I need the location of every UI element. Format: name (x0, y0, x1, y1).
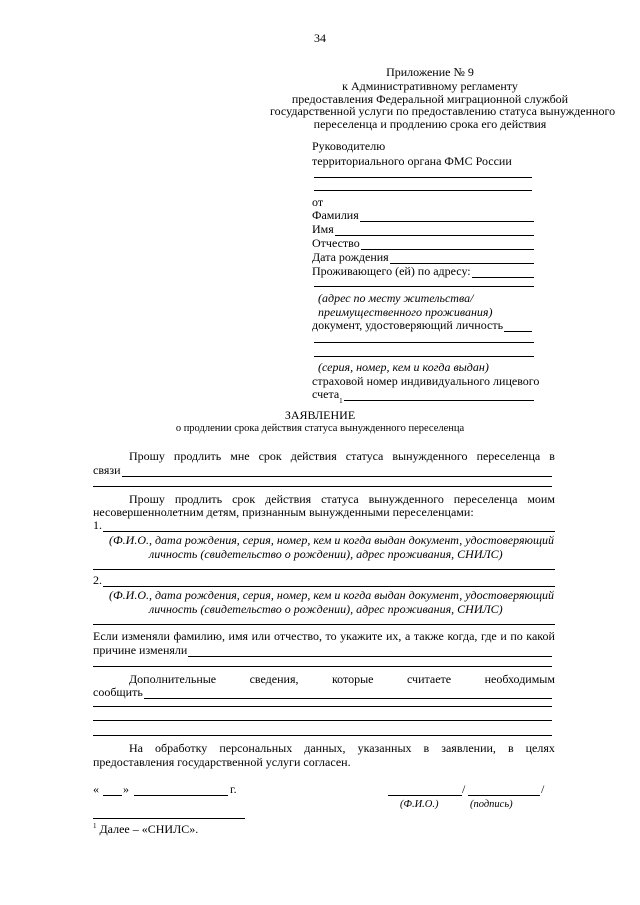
name-blank[interactable] (335, 224, 534, 236)
birth-date-field[interactable] (312, 250, 534, 264)
extra-info-blank[interactable] (144, 687, 552, 699)
extra-info-field[interactable] (93, 685, 552, 699)
p2-word: переселенца (453, 492, 518, 506)
surname-blank[interactable] (360, 210, 534, 222)
patronymic-label: Отчество (312, 236, 360, 250)
extra-word: сведения, (249, 672, 299, 686)
document-hint: (серия, номер, кем и когда выдан) (318, 360, 489, 374)
reason-blank-2[interactable] (93, 486, 552, 487)
consent-word: в (423, 741, 430, 755)
consent-word: На (129, 741, 143, 755)
consent-word: обработку (155, 741, 208, 755)
p1-word: действия (290, 449, 337, 463)
name-change-word: отчество, (274, 629, 322, 643)
address-blank[interactable] (314, 286, 534, 287)
consent-word: заявлении, (441, 741, 496, 755)
surname-field[interactable] (312, 208, 534, 222)
signature-slash-2: / (541, 782, 545, 796)
child-2-hint-1: (Ф.И.О., дата рождения, серия, номер, кем и когда выдан документ, удостоверяющий (109, 588, 555, 602)
name-change-word: имя (228, 629, 249, 643)
child-1-blank-2[interactable] (93, 569, 555, 570)
addressee-blank-1[interactable] (314, 177, 532, 178)
residence-blank[interactable] (472, 266, 534, 278)
surname-label: Фамилия (312, 208, 359, 222)
p2-word: Прошу (129, 492, 165, 506)
p2-word: срок (232, 492, 256, 506)
p1-word: срок (258, 449, 282, 463)
name-change-word: Если (93, 629, 119, 643)
child-2-blank[interactable] (103, 575, 555, 587)
snils-label-1: страховой номер индивидуального лицевого (312, 374, 540, 388)
residence-label: Проживающего (ей) по адресу: (312, 264, 471, 278)
p2-word: вынужденного (368, 492, 444, 506)
child-2-blank-2[interactable] (93, 624, 555, 625)
request-paragraph-2 (129, 492, 555, 506)
signature-slash-1: / (462, 782, 466, 796)
p1-word: мне (230, 449, 250, 463)
consent-paragraph-cont: предоставления государственной услуги согласен. (93, 755, 351, 769)
addressee-line-2: территориального органа ФМС России (312, 154, 512, 168)
name-change-word: по (510, 629, 523, 643)
child-1-number: 1. (93, 518, 102, 532)
fio-hint: (Ф.И.О.) (400, 799, 439, 810)
extra-word: Дополнительные (129, 672, 217, 686)
snils-label-2: счета (312, 387, 340, 401)
footnote-mark: 1 (93, 822, 97, 830)
p1-word: Прошу (129, 449, 165, 463)
p1-word: вынужденного (392, 449, 468, 463)
birth-date-label: Дата рождения (312, 250, 389, 264)
date-quote-open: « (93, 782, 99, 796)
patronymic-field[interactable] (312, 236, 534, 250)
p2-word: статуса (321, 492, 359, 506)
birth-date-blank[interactable] (390, 252, 534, 264)
addressee-blank-2[interactable] (314, 190, 532, 191)
request-paragraph-1 (129, 449, 555, 463)
p2-word: действия (265, 492, 312, 506)
p2-word: продлить (174, 492, 223, 506)
name-change-word: какой (526, 629, 555, 643)
name-change-field[interactable] (93, 643, 552, 657)
snils-blank[interactable] (344, 389, 534, 401)
id-document-label: документ, удостоверяющий личность (312, 318, 504, 332)
name-change-word: и (500, 629, 507, 643)
name-change-word: укажите (340, 629, 383, 643)
fio-blank[interactable] (388, 795, 462, 796)
name-change-blank[interactable] (188, 645, 552, 657)
extra-word: необходимым (484, 672, 555, 686)
p1-word: продлить (173, 449, 222, 463)
request-paragraph-2-cont: несовершеннолетним детям, признанным вынужденными переселенцами: (93, 505, 474, 519)
child-2-number: 2. (93, 573, 102, 587)
footnote (93, 822, 198, 836)
name-change-paragraph (93, 629, 555, 643)
id-document-blank[interactable] (504, 320, 532, 332)
name-change-word: когда, (447, 629, 478, 643)
id-document-blank-2[interactable] (314, 342, 534, 343)
child-1-hint-1: (Ф.И.О., дата рождения, серия, номер, кем и когда выдан документ, удостоверяющий (109, 533, 555, 547)
consent-word: в (507, 741, 514, 755)
child-2-hint-2: личность (свидетельство о рождении), адрес проживания, СНИЛС) (149, 602, 503, 616)
name-change-word: также (413, 629, 444, 643)
name-change-word: изменяли (121, 629, 170, 643)
name-label: Имя (312, 222, 334, 236)
extra-info-blank-4[interactable] (93, 735, 552, 736)
consent-word: указанных (357, 741, 412, 755)
from-label: от (312, 195, 324, 209)
annex-line-3: государственной услуги по предоставлению статуса вынужденного (270, 104, 616, 118)
consent-word: целях (525, 741, 555, 755)
reason-field[interactable] (93, 463, 552, 477)
extra-info-blank-3[interactable] (93, 720, 552, 721)
annex-line-1: к Административному регламенту (342, 79, 518, 93)
address-hint-1: (адрес по месту жительства/ (318, 291, 474, 305)
patronymic-blank[interactable] (361, 238, 534, 250)
consent-paragraph (129, 741, 555, 755)
name-change-word: или (251, 629, 271, 643)
extra-info-label: сообщить (93, 685, 143, 699)
child-2-field[interactable] (93, 573, 555, 587)
snils-field[interactable]: счета 1 (312, 387, 534, 401)
extra-word: считаете (406, 672, 452, 686)
consent-word: данных, (304, 741, 346, 755)
extra-info-blank-2[interactable] (93, 706, 552, 707)
child-1-field[interactable] (93, 518, 555, 532)
residence-field[interactable] (312, 264, 534, 278)
p1-word: статуса (345, 449, 384, 463)
annex-line-4: переселенца и продлению срока его действия (313, 117, 547, 131)
date-month-blank[interactable] (134, 795, 228, 796)
name-field[interactable] (312, 222, 534, 236)
extra-info-paragraph (129, 672, 555, 686)
p1-word: в (549, 449, 555, 463)
date-day-blank[interactable] (103, 795, 122, 796)
address-hint-2: преимущественного проживания) (318, 305, 493, 319)
footnote-text: Далее – «СНИЛС». (99, 822, 199, 836)
child-1-hint-2: личность (свидетельство о рождении), адрес проживания, СНИЛС) (149, 547, 503, 561)
name-change-word: где (481, 629, 497, 643)
p1-word: переселенца (476, 449, 541, 463)
page-number: 34 (314, 31, 326, 45)
annex-line-2: предоставления Федеральной миграционной службой (291, 92, 569, 106)
p2-word: моим (527, 492, 555, 506)
consent-word: персональных (219, 741, 293, 755)
signature-blank[interactable] (468, 795, 540, 796)
reason-blank[interactable] (122, 465, 552, 477)
signature-hint: (подпись) (470, 799, 513, 810)
name-change-word: фамилию, (173, 629, 225, 643)
name-change-word: их, (386, 629, 402, 643)
addressee-line-1: Руководителю (312, 139, 386, 153)
name-change-word: то (325, 629, 337, 643)
name-change-word: а (404, 629, 411, 643)
footnote-separator (93, 818, 245, 819)
statement-title: ЗАЯВЛЕНИЕ (284, 408, 356, 422)
name-change-blank-2[interactable] (93, 666, 552, 667)
name-change-label: причине изменяли (93, 643, 188, 657)
reason-label: связи (93, 463, 121, 477)
id-document-blank-3[interactable] (314, 356, 534, 357)
annex-title: Приложение № 9 (386, 65, 474, 79)
child-1-blank[interactable] (103, 520, 555, 532)
date-quote-close: » (123, 782, 129, 796)
statement-subtitle: о продлении срока действия статуса вынужденного переселенца (175, 423, 465, 434)
date-year-suffix: г. (230, 782, 237, 796)
extra-word: которые (331, 672, 374, 686)
id-document-field[interactable] (312, 318, 532, 332)
